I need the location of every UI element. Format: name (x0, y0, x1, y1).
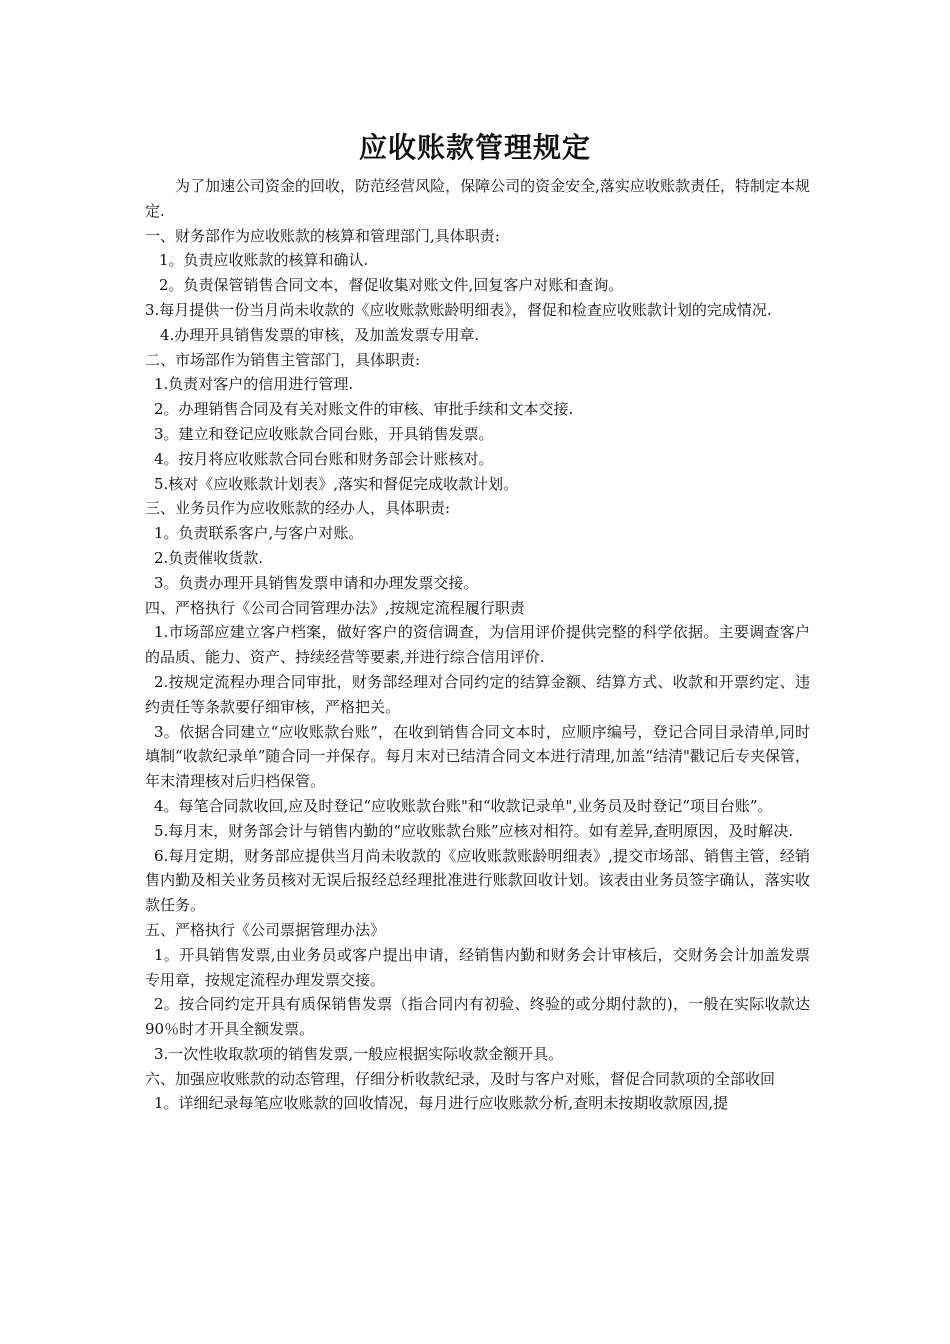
section-heading-5: 五、严格执行《公司票据管理办法》 (145, 920, 386, 939)
list-item: 3.每月提供一份当月尚未收款的《应收账款账龄明细表》，督促和检查应收账款计划的完成情况. (145, 300, 772, 319)
list-item: 3。依据合同建立“应收账款台账”，在收到销售合同文本时，应顺序编号，登记合同目录清单,同时填制“收款纪录单”随合同一并保存。每月末对已结清合同文本进行清理,加盖“结清"戳记后专夹保管，年末清理核对后归档保管。 (145, 722, 810, 791)
list-item: 5.每月末，财务部会计与销售内勤的“应收账款台账”应核对相符。如有差异,查明原因，及时解决. (154, 821, 794, 840)
section-heading-1: 一、财务部作为应收账款的核算和管理部门,具体职责: (145, 226, 500, 245)
list-item: 3。建立和登记应收账款合同台账，开具销售发票。 (154, 424, 494, 443)
list-item: 1.负责对客户的信用进行管理. (154, 375, 354, 394)
section-heading-3: 三、业务员作为应收账款的经办人，具体职责: (145, 499, 451, 518)
document-body (145, 174, 810, 1116)
section-heading-2: 二、市场部作为销售主管部门，具体职责: (145, 350, 421, 369)
list-item: 3.一次性收取款项的销售发票,一般应根据实际收款金额开具。 (154, 1044, 564, 1063)
list-item: 2。办理销售合同及有关对账文件的审核、审批手续和文本交接. (154, 400, 574, 419)
document-title: 应收账款管理规定 (358, 131, 591, 164)
section-heading-4: 四、严格执行《公司合同管理办法》,按规定流程履行职责 (145, 598, 525, 617)
list-item: 1。负责应收账款的核算和确认. (159, 251, 369, 270)
list-item: 2.按规定流程办理合同审批，财务部经理对合同约定的结算金额、结算方式、收款和开票约定、违约责任等条款要仔细审核，严格把关。 (145, 672, 810, 716)
list-item: 4。每笔合同款收回,应及时登记“应收账款台账"和“收款记录单",业务员及时登记“项目台账”。 (154, 796, 773, 815)
list-item: 2。按合同约定开具有质保销售发票（指合同内有初验、终验的或分期付款的)，一般在实际收款达90％时才开具全额发票。 (145, 995, 810, 1039)
list-item: 4。按月将应收账款合同台账和财务部会计账核对。 (154, 449, 494, 468)
list-item: 2。负责保管销售合同文本，督促收集对账文件,回复客户对账和查询。 (159, 276, 624, 295)
list-item: 6.每月定期，财务部应提供当月尚未收款的《应收账款账龄明细表》,提交市场部、销售主管，经销售内勤及相关业务员核对无误后报经总经理批准进行账款回收计划。该表由业务员签字确认，落实收款任务。 (145, 846, 810, 915)
list-item: 3。负责办理开具销售发票申请和办理发票交接。 (154, 573, 479, 592)
list-item: 1.市场部应建立客户档案，做好客户的资信调查，为信用评价提供完整的科学依据。主要调查客户的品质、能力、资产、持续经营等要素,并进行综合信用评价. (145, 623, 810, 667)
list-item: 2.负责催收货款. (154, 548, 264, 567)
section-heading-6: 六、加强应收账款的动态管理，仔细分析收款纪录，及时与客户对账，督促合同款项的全部收回 (145, 1069, 776, 1088)
intro-paragraph: 为了加速公司资金的回收，防范经营风险，保障公司的资金安全,落实应收账款责任，特制定本规定. (145, 177, 810, 220)
list-item: 5.核对《应收账款计划表》,落实和督促完成收款计划。 (154, 474, 519, 493)
list-item: 1。详细纪录每笔应收账款的回收情况，每月进行应收账款分析,查明未按期收款原因,提 (154, 1094, 729, 1113)
list-item: 1。开具销售发票,由业务员或客户提出申请，经销售内勤和财务会计审核后，交财务会计加盖发票专用章，按规定流程办理发票交接。 (145, 945, 810, 989)
list-item: 1。负责联系客户,与客户对账。 (154, 524, 364, 543)
list-item: 4.办理开具销售发票的审核，及加盖发票专用章. (160, 325, 480, 344)
